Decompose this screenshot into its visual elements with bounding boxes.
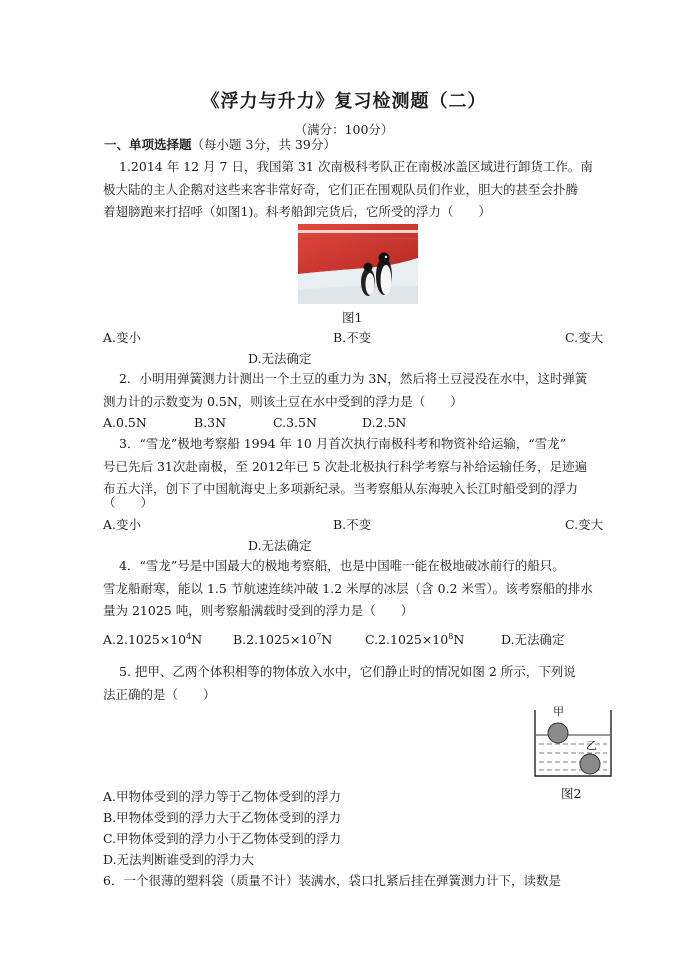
q4-line-3: 量为 21025 吨，则考察船满载时受到的浮力是（ ） <box>103 603 414 618</box>
q1-option-b: B.不变 <box>333 330 372 345</box>
q5-line-2: 法正确的是（ ） <box>103 687 216 702</box>
q2-line-1: 2．小明用弹簧测力计测出一个土豆的重力为 3N，然后将土豆浸没在水中，这时弹簧 <box>119 371 588 386</box>
q3-line-3: 布五大洋，创下了中国航海史上多项新纪录。当考察船从东海驶入长江时船受到的浮力 <box>103 481 579 496</box>
q3-option-c: C.变大 <box>565 517 604 532</box>
q3-option-b: B.不变 <box>333 517 372 532</box>
penguin-photo <box>298 224 418 304</box>
q5-option-d: D.无法判断谁受到的浮力大 <box>103 852 255 867</box>
q5-line-1: 5. 把甲、乙两个体积相等的物体放入水中，它们静止时的情况如图 2 所示，下列说 <box>119 664 576 679</box>
figure-2-container <box>525 702 617 778</box>
q3-line-1: 3．“雪龙”极地考察船 1994 年 10 月首次执行南极科考和物资补给运输，“雪龙” <box>119 436 567 451</box>
q2-line-2: 测力计的示数变为 0.5N，则该土豆在水中受到的浮力是（ ） <box>103 394 463 409</box>
page-title: 《浮力与升力》复习检测题（二） <box>201 91 487 112</box>
penguin-ship-image <box>298 224 418 304</box>
label-jia: 甲 <box>553 705 564 718</box>
q1-line-3: 着翅膀跑来打招呼（如图1)。科考船卸完货后，它所受的浮力（ ） <box>103 204 491 219</box>
q2-option-b: B.3N <box>194 415 227 430</box>
q4-option-a: $A.2.1025\times 10^4N$ <box>103 631 203 647</box>
q1-option-d: D.无法确定 <box>248 351 312 366</box>
q2-option-a: A.0.5N <box>103 415 147 430</box>
q3-line-2: 号已先后 31次赴南极，至 2012年已 5 次赴北极执行科学考察与补给运输任务，足迹遍 <box>103 459 588 474</box>
q4-option-c: $C.2.1025\times 10^8N$ <box>365 631 465 647</box>
q4-line-2: 雪龙船耐寒，能以 1.5 节航速连续冲破 1.2 米厚的冰层（含 0.2 米雪）。该考察船的排水 <box>103 581 593 596</box>
section-heading <box>104 136 336 154</box>
figure-2-caption: 图2 <box>561 786 582 801</box>
q2-option-c: C.3.5N <box>273 415 317 430</box>
floating-objects-diagram <box>525 702 617 778</box>
q5-option-b: B.甲物体受到的浮力大于乙物体受到的浮力 <box>103 810 342 825</box>
figure-1-caption: 图1 <box>342 310 363 325</box>
q4-option-b: $B.2.1025\times 10^7N$ <box>233 631 333 647</box>
q3-option-d: D.无法确定 <box>248 538 312 553</box>
page-subtitle: （满分：100分） <box>294 122 394 137</box>
q5-option-c: C.甲物体受到的浮力小于乙物体受到的浮力 <box>103 831 342 846</box>
label-yi: 乙 <box>586 739 597 752</box>
section-title: 一、单项选择题 <box>104 137 192 152</box>
q6-line-1: 6．一个很薄的塑料袋（质量不计）装满水，袋口扎紧后挂在弹簧测力计下，读数是 <box>103 873 561 888</box>
q1-line-1: 1.2014 年 12 月 7 日，我国第 31 次南极科考队正在南极冰盖区域进行卸货工作。南 <box>119 159 593 174</box>
q4-option-d: D.无法确定 <box>501 632 565 647</box>
q2-option-d: D.2.5N <box>362 415 407 430</box>
q5-option-a: A.甲物体受到的浮力等于乙物体受到的浮力 <box>103 789 342 804</box>
q3-option-a: A.变小 <box>103 517 142 532</box>
q1-option-c: C.变大 <box>565 330 604 345</box>
q1-line-2: 极大陆的主人企鹅对这些来客非常好奇，它们正在围观队员们作业，胆大的甚至会扑腾 <box>103 182 579 197</box>
q4-line-1: 4．“雪龙”号是中国最大的极地考察船，也是中国唯一能在极地破冰前行的船只。 <box>119 558 565 573</box>
section-note: （每小题 3分，共 39分） <box>191 137 336 152</box>
q1-option-a: A.变小 <box>103 330 142 345</box>
q3-line-4: （ ） <box>103 495 154 510</box>
